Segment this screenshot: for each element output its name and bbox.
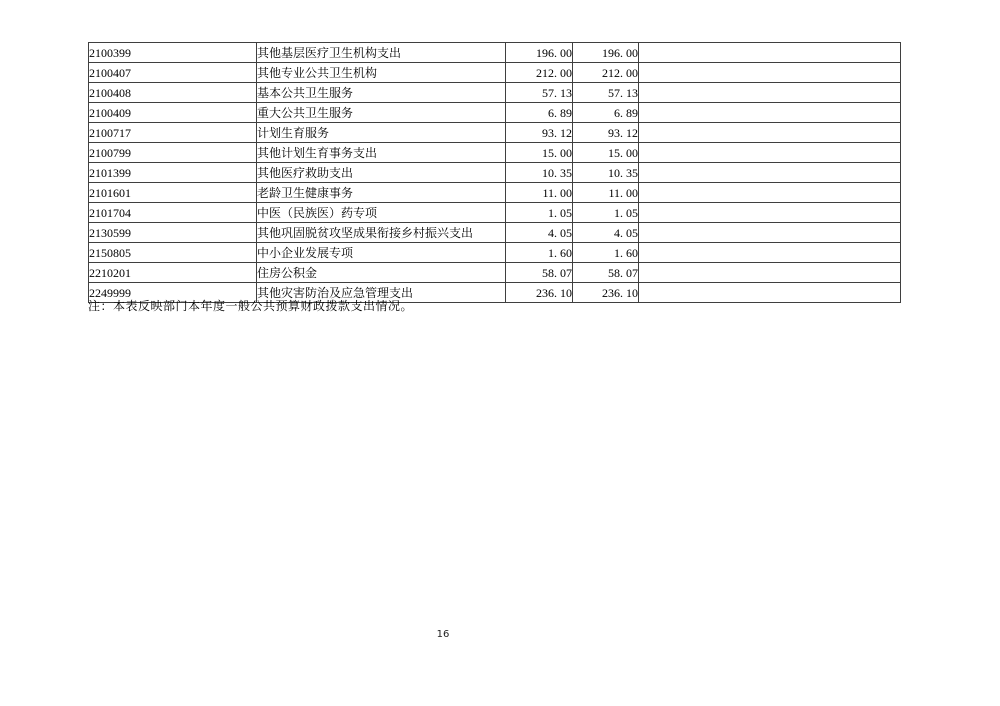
expense-name-cell: 老龄卫生健康事务	[257, 183, 506, 203]
blank-cell	[639, 163, 901, 183]
blank-cell	[639, 43, 901, 63]
amount-cell-2: 196. 00	[573, 43, 639, 63]
expense-name-cell: 其他巩固脱贫攻坚成果衔接乡村振兴支出	[257, 223, 506, 243]
table-row	[89, 263, 901, 283]
expense-code-cell: 2100409	[89, 103, 257, 123]
table-row	[89, 63, 901, 83]
table-row	[89, 103, 901, 123]
expense-code-cell: 2100407	[89, 63, 257, 83]
amount-cell-2: 10. 35	[573, 163, 639, 183]
expense-code-cell: 2249999	[89, 283, 257, 303]
amount-cell-1: 196. 00	[506, 43, 573, 63]
expense-code-cell: 2150805	[89, 243, 257, 263]
table-row	[89, 43, 901, 63]
amount-cell-1: 212. 00	[506, 63, 573, 83]
expense-name-cell: 其他医疗救助支出	[257, 163, 506, 183]
expense-name-cell: 其他计划生育事务支出	[257, 143, 506, 163]
amount-cell-2: 57. 13	[573, 83, 639, 103]
expense-code-cell: 2210201	[89, 263, 257, 283]
expense-name-cell: 住房公积金	[257, 263, 506, 283]
expense-code-cell: 2101704	[89, 203, 257, 223]
amount-cell-1: 11. 00	[506, 183, 573, 203]
expense-name-cell: 中医（民族医）药专项	[257, 203, 506, 223]
amount-cell-1: 4. 05	[506, 223, 573, 243]
expense-name-cell: 其他专业公共卫生机构	[257, 63, 506, 83]
table-footnote: 注：本表反映部门本年度一般公共预算财政拨款支出情况。	[88, 299, 414, 313]
amount-cell-1: 15. 00	[506, 143, 573, 163]
expense-code-cell: 2101601	[89, 183, 257, 203]
expense-name-cell: 重大公共卫生服务	[257, 103, 506, 123]
blank-cell	[639, 63, 901, 83]
amount-cell-1: 58. 07	[506, 263, 573, 283]
amount-cell-1: 57. 13	[506, 83, 573, 103]
table-row	[89, 223, 901, 243]
table-row	[89, 163, 901, 183]
table-row	[89, 203, 901, 223]
amount-cell-2: 58. 07	[573, 263, 639, 283]
expense-code-cell: 2100399	[89, 43, 257, 63]
page-number: 16	[436, 629, 450, 640]
expense-name-cell: 基本公共卫生服务	[257, 83, 506, 103]
amount-cell-2: 15. 00	[573, 143, 639, 163]
expense-name-cell: 计划生育服务	[257, 123, 506, 143]
budget-table	[88, 42, 901, 303]
amount-cell-1: 6. 89	[506, 103, 573, 123]
expense-name-cell: 其他基层医疗卫生机构支出	[257, 43, 506, 63]
amount-cell-2: 4. 05	[573, 223, 639, 243]
blank-cell	[639, 263, 901, 283]
blank-cell	[639, 123, 901, 143]
blank-cell	[639, 83, 901, 103]
amount-cell-2: 1. 05	[573, 203, 639, 223]
table-row	[89, 143, 901, 163]
blank-cell	[639, 223, 901, 243]
blank-cell	[639, 143, 901, 163]
amount-cell-2: 93. 12	[573, 123, 639, 143]
blank-cell	[639, 103, 901, 123]
table-row	[89, 183, 901, 203]
amount-cell-2: 1. 60	[573, 243, 639, 263]
blank-cell	[639, 203, 901, 223]
amount-cell-2: 11. 00	[573, 183, 639, 203]
expense-code-cell: 2130599	[89, 223, 257, 243]
table-row	[89, 123, 901, 143]
expense-code-cell: 2101399	[89, 163, 257, 183]
amount-cell-2: 212. 00	[573, 63, 639, 83]
expense-code-cell: 2100408	[89, 83, 257, 103]
amount-cell-2: 6. 89	[573, 103, 639, 123]
amount-cell-1: 1. 05	[506, 203, 573, 223]
blank-cell	[639, 283, 901, 303]
expense-name-cell: 中小企业发展专项	[257, 243, 506, 263]
blank-cell	[639, 183, 901, 203]
expense-name-cell: 其他灾害防治及应急管理支出	[257, 283, 506, 303]
expense-code-cell: 2100717	[89, 123, 257, 143]
amount-cell-1: 1. 60	[506, 243, 573, 263]
amount-cell-2: 236. 10	[573, 283, 639, 303]
table-row	[89, 83, 901, 103]
amount-cell-1: 10. 35	[506, 163, 573, 183]
blank-cell	[639, 243, 901, 263]
amount-cell-1: 236. 10	[506, 283, 573, 303]
amount-cell-1: 93. 12	[506, 123, 573, 143]
expense-code-cell: 2100799	[89, 143, 257, 163]
budget-table-body	[89, 43, 901, 303]
table-row	[89, 243, 901, 263]
